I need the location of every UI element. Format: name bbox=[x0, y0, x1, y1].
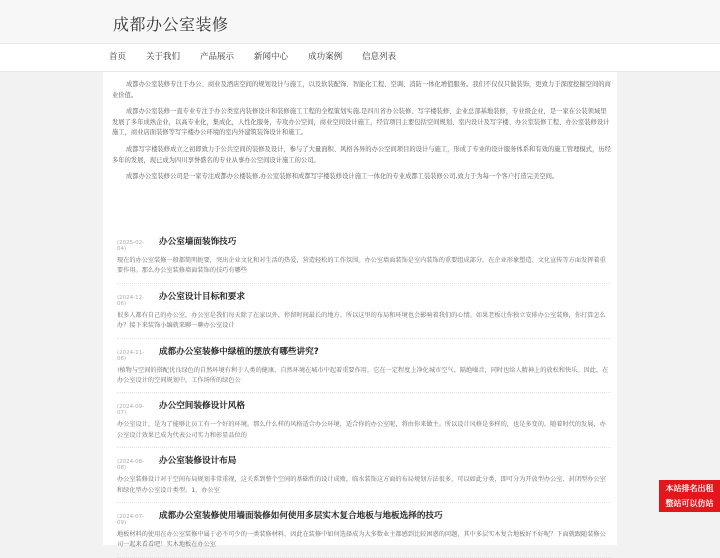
nav-item-cases[interactable]: 成功案例 bbox=[308, 52, 343, 62]
article-item bbox=[117, 450, 611, 503]
article-item bbox=[117, 395, 611, 448]
nav-item-home[interactable]: 首页 bbox=[109, 52, 127, 62]
article-excerpt: 地板材料的使用在办公室装修中属于必不可少的一类装修材料，因此在装修中如何选择成为大多数业主都感到比较困惑的问题，其中多层实木复合地板好不好呢？下面就跟随装修公司一起来看看吧！实木地板在办公室 bbox=[117, 531, 606, 549]
article-date: (2024-11-06) bbox=[117, 349, 145, 362]
intro-section bbox=[103, 72, 617, 244]
article-excerpt: 现在的办公室装修一般都简明扼要，突出企业文化和对生活的热爱，营造轻松的工作氛围。办公室墙面装饰是室内装饰的重要组成部分，在企业形象塑造、文化宣传等方面发挥着重要作用。那么办公室装修墙面装饰的技巧有哪些 bbox=[117, 257, 606, 275]
main-nav bbox=[0, 44, 720, 72]
article-item bbox=[117, 505, 611, 558]
site-title[interactable]: 成都办公室装修 bbox=[113, 15, 229, 34]
article-title-link[interactable]: 成都办公室装修使用墙面装修如何使用多层实木复合地板与地板选择的技巧 bbox=[159, 511, 443, 522]
article-list bbox=[103, 225, 617, 549]
article-date: (2024-12-06) bbox=[117, 294, 145, 307]
article-item bbox=[117, 341, 611, 394]
badge-line-1: 本站排名出租 bbox=[665, 484, 714, 493]
ranking-rental-badge[interactable] bbox=[659, 480, 720, 512]
article-title-link[interactable]: 办公空间装修设计风格 bbox=[159, 401, 245, 412]
article-excerpt: 办公室设计，是为了能够让员工有一个好的环境。那么什么样的风格适合办公环境，适合你的办公室呢，将由你来做主。所以设计风格是多样的，也是多变的。随着时代的发展，办公室设计效果已成为代表公司实力和彰显品位的 bbox=[117, 421, 606, 439]
article-excerpt: !植物与空间的搭配优良绿色的自然环境有利于人类的健康，自然环境在城市中起着重要作用，它在一定程度上净化城市空气、隔绝噪音，同时也给人精神上的放松和快乐。因此，在办公室设计的空间规划中，工作场所的绿色公 bbox=[117, 366, 609, 385]
intro-paragraph: 成都办公室装修一直专业专注于办公类室内装修设计和装修施工工程的全程策划实施,是四川省办公装修、写字楼装修、企业总部基地装修，专业级企业，是一家在公装领域里发展了多年成熟企业，以高专业化，集成化，人性化服务，专攻办公空间，商业空间设计施工，经营项目主要包括空间规划、室内设计及写字楼、办公室装修工程、办公室装修设计施工，商业店面装修等写字楼办公环境的室内外建筑装饰设计和施工。 bbox=[112, 108, 610, 137]
intro-paragraph: 成都写字楼装修成立之初即致力于公共空间的装修及设计，参与了大量面积、风格各异的办公空间项目的设计与施工，形成了专业的设计服务体系和有效的施工管理模式，历经多年的发展，现已成为四川享誉盛名的专业从事办公空间设计施工的公司。 bbox=[112, 145, 611, 164]
article-title-link[interactable]: 成都办公室装修中绿植的摆放有哪些讲究? bbox=[159, 346, 319, 357]
badge-line-2: 整站可以仿站 bbox=[665, 499, 714, 508]
article-title-link[interactable]: 办公室装修设计布局 bbox=[159, 456, 237, 467]
article-date: (2024-09-07) bbox=[117, 404, 145, 417]
nav-item-news[interactable]: 新闻中心 bbox=[254, 52, 289, 62]
article-item bbox=[117, 286, 611, 339]
article-excerpt: 很多人都有自己的办公室，办公室是我们每天除了在家以外，停留时间最长的地方。所以这里的布局和环境也会影响着我们的心情。如果老板让你独立安排办公室装修，你打算怎么办？接下来装饰小编就来聊一聊办公室设计 bbox=[117, 311, 606, 330]
article-date: (2024-07-09) bbox=[117, 514, 145, 527]
article-item bbox=[117, 231, 611, 284]
article-date: (2024-08-08) bbox=[117, 459, 145, 472]
article-date: (2025-02-04) bbox=[117, 240, 145, 252]
article-excerpt: 办公室装修设计对于空间布局规划非常重视，这关系到整个空间的基础性的设计成败，临水装饰这方面的布局规划方法很多，可以如此分类，即可分为开放型办公室、封闭型办公室和绿化型办公室设计类型。1、办公室 bbox=[117, 476, 606, 494]
article-title-link[interactable]: 办公室设计目标和要求 bbox=[159, 291, 245, 302]
site-header bbox=[0, 0, 720, 44]
intro-paragraph: 成都办公室装修专注于办公、商业及酒店空间的规划设计与施工，以及软装配饰、智能化工程、空调、消防一体化增值服务。我们不仅仅只做装饰，更致力于深度挖掘空间的商业价值。 bbox=[112, 81, 611, 99]
intro-paragraph: 成都办公室装修公司是一家专注成都办公楼装修,办公室装修和成都写字楼装修设计施工一体化的专业成都工装装修公司,致力于为每一个客户打造完美空间。 bbox=[126, 173, 559, 181]
nav-item-about[interactable]: 关于我们 bbox=[146, 52, 181, 62]
article-title-link[interactable]: 办公室墙面装饰技巧 bbox=[159, 237, 237, 247]
nav-item-info-list[interactable]: 信息列表 bbox=[362, 52, 397, 62]
nav-item-products[interactable]: 产品展示 bbox=[200, 52, 235, 62]
